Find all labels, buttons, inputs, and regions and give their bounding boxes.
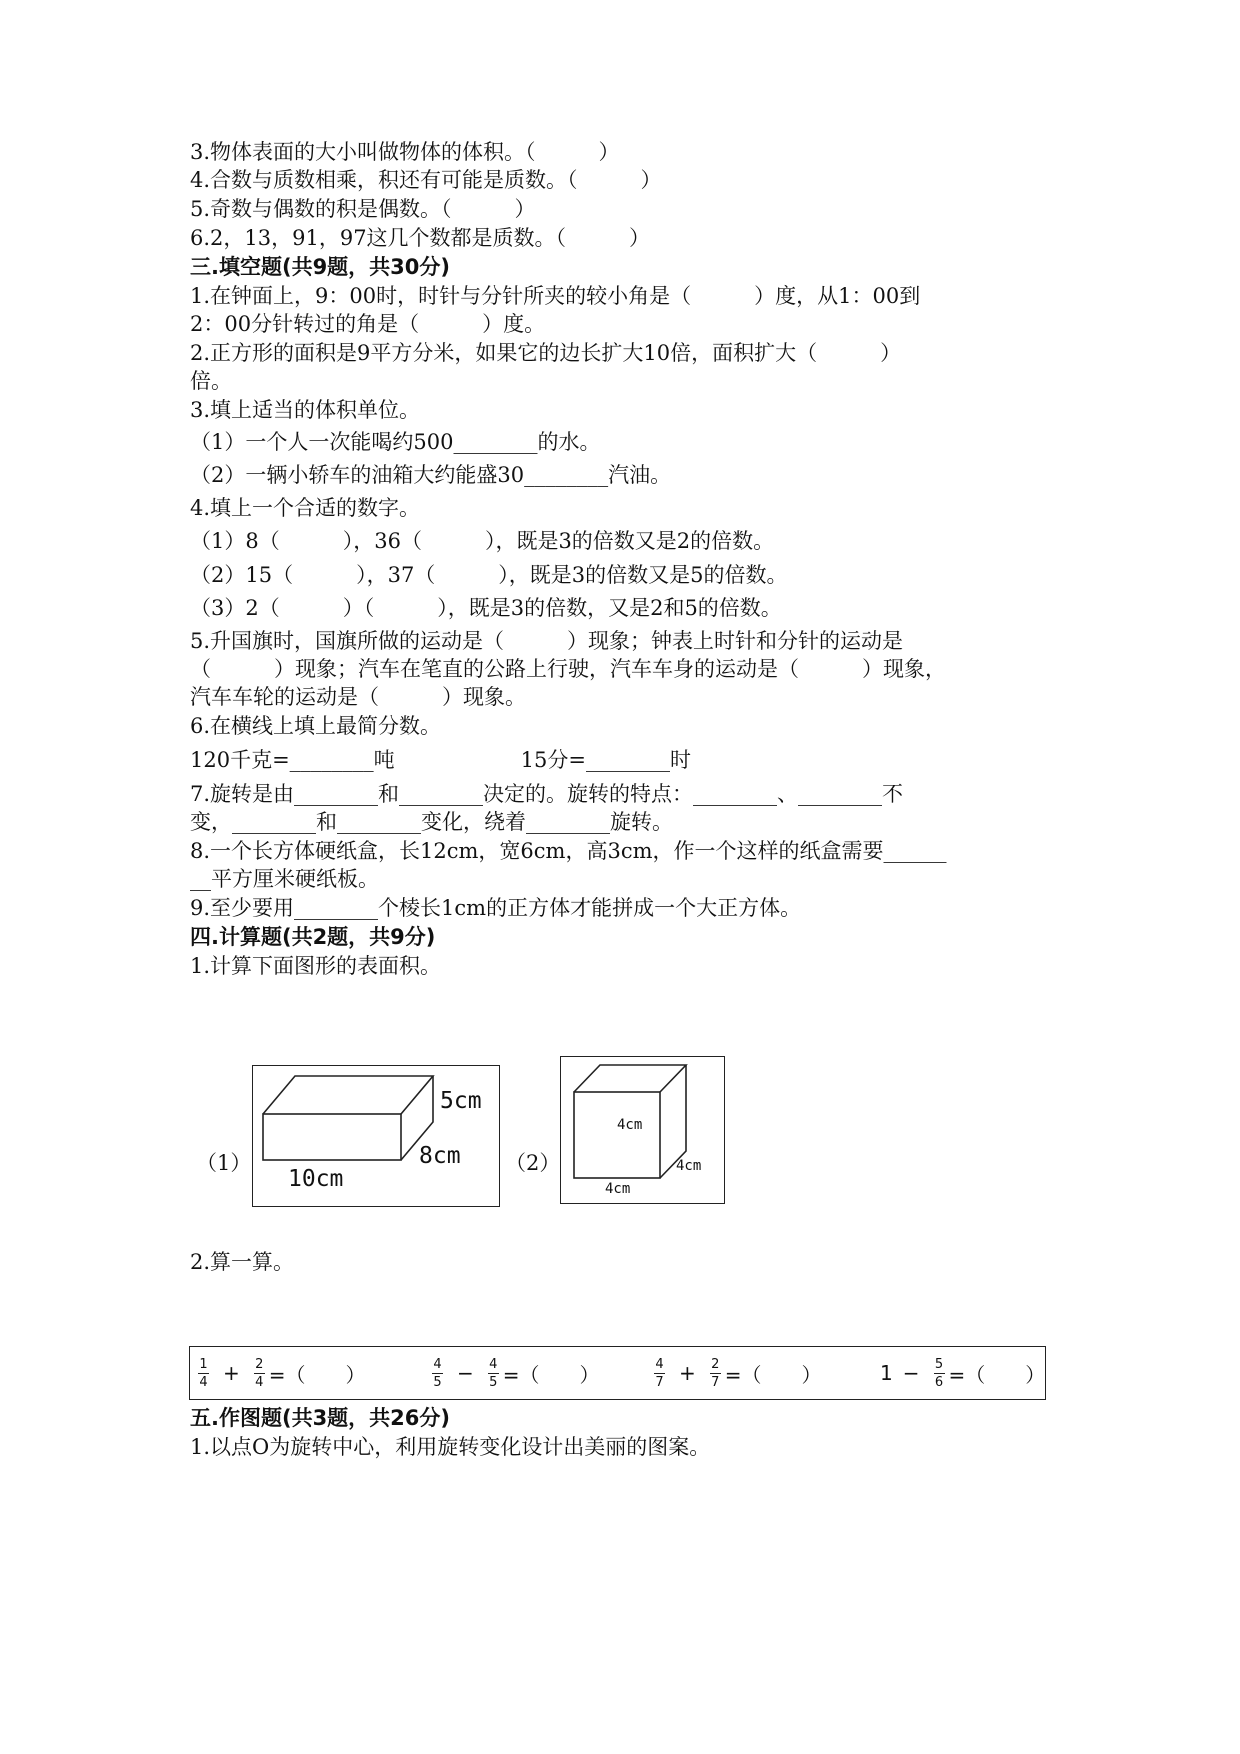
question-line: 6.2，13，91，97这几个数都是质数。（ ） <box>190 226 651 250</box>
section-heading: 五.作图题(共3题，共26分) <box>190 1406 451 1430</box>
question-line: 9.至少要用________个棱长1cm的正方体才能拼成一个大正方体。 <box>190 896 802 920</box>
answer-blank: =（ ） <box>268 1362 366 1387</box>
question-line: 5.升国旗时，国旗所做的运动是（ ）现象；钟表上时针和分针的运动是 <box>190 629 904 653</box>
figure2-bottom-label: 4cm <box>605 1181 631 1197</box>
operator: + <box>679 1361 696 1385</box>
operator: + <box>223 1361 240 1385</box>
whole-number: 1 <box>880 1361 893 1385</box>
figure1-width-label: 8cm <box>419 1143 461 1169</box>
question-line: 7.旋转是由________和________决定的。旋转的特点：________、________不 <box>190 782 904 806</box>
section-heading: 三.填空题(共9题，共30分) <box>190 255 451 279</box>
question-line: 1.计算下面图形的表面积。 <box>190 954 442 978</box>
calc-item-1 <box>194 1347 366 1399</box>
cube-drawing <box>561 1057 724 1203</box>
figure1-label: （1） <box>196 1151 252 1175</box>
question-line: 8.一个长方体硬纸盒，长12cm，宽6cm，高3cm，作一个这样的纸盒需要______ <box>190 839 947 863</box>
fraction: $\frac{4}{7}$ <box>655 1356 664 1390</box>
answer-blank: =（ ） <box>502 1362 600 1387</box>
operator: − <box>902 1361 920 1385</box>
calc-item-4 <box>880 1347 1045 1399</box>
answer-blank: =（ ） <box>724 1362 822 1387</box>
question-line: （2）一辆小轿车的油箱大约能盛30________汽油。 <box>190 463 672 487</box>
question-line: __平方厘米硬纸板。 <box>190 867 379 891</box>
answer-blank: =（ ） <box>948 1362 1046 1387</box>
question-line: 5.奇数与偶数的积是偶数。（ ） <box>190 197 536 221</box>
figure2-label: （2） <box>505 1151 561 1175</box>
question-line: 2.正方形的面积是9平方分米，如果它的边长扩大10倍，面积扩大（ ） <box>190 341 902 365</box>
question-line: 倍。 <box>190 369 232 393</box>
fraction: $\frac{5}{6}$ <box>934 1356 944 1390</box>
figure1-length-label: 10cm <box>288 1166 344 1192</box>
question-line: 4.填上一个合适的数字。 <box>190 496 421 520</box>
calc-item-2 <box>428 1347 600 1399</box>
question-line: （3）2（ ）（ ），既是3的倍数，又是2和5的倍数。 <box>190 596 782 620</box>
question-line: 变，________和________变化，绕着________旋转。 <box>190 810 673 834</box>
figure1-height-label: 5cm <box>440 1088 482 1114</box>
figure1-cuboid <box>252 1065 500 1207</box>
question-line: （2）15（ ），37（ ），既是3的倍数又是5的倍数。 <box>190 563 788 587</box>
fraction: $\frac{4}{5}$ <box>489 1356 498 1390</box>
question-line: 2.算一算。 <box>190 1250 295 1274</box>
figure2-front-label: 4cm <box>617 1117 643 1133</box>
question-line: 3.填上适当的体积单位。 <box>190 398 421 422</box>
question-line: 汽车车轮的运动是（ ）现象。 <box>190 685 526 709</box>
question-line: 3.物体表面的大小叫做物体的体积。（ ） <box>190 140 620 164</box>
question-line: （1）一个人一次能喝约500________的水。 <box>190 430 601 454</box>
fraction: $\frac{2}{4}$ <box>255 1356 264 1390</box>
fraction: $\frac{4}{5}$ <box>433 1356 442 1390</box>
question-line: 6.在横线上填上最简分数。 <box>190 714 442 738</box>
question-line: 2：00分针转过的角是（ ）度。 <box>190 312 546 336</box>
fraction: $\frac{1}{4}$ <box>199 1356 208 1390</box>
calc-box <box>189 1346 1046 1400</box>
question-line: （1）8（ ），36（ ），既是3的倍数又是2的倍数。 <box>190 529 775 553</box>
question-line: 1.在钟面上，9：00时，时针与分针所夹的较小角是（ ）度，从1：00到 <box>190 284 921 308</box>
figure2-side-label: 4cm <box>676 1158 702 1174</box>
figure2-cube <box>560 1056 725 1204</box>
question-line: 4.合数与质数相乘，积还有可能是质数。（ ） <box>190 168 662 192</box>
calc-item-3 <box>650 1347 822 1399</box>
operator: − <box>457 1361 474 1385</box>
question-line: 1.以点O为旋转中心，利用旋转变化设计出美丽的图案。 <box>190 1435 711 1459</box>
question-line: 120千克=________吨 15分=________时 <box>190 748 691 772</box>
section-heading: 四.计算题(共2题，共9分) <box>190 925 436 949</box>
fraction: $\frac{2}{7}$ <box>711 1356 720 1390</box>
question-line: （ ）现象；汽车在笔直的公路上行驶，汽车车身的运动是（ ）现象， <box>190 657 946 681</box>
